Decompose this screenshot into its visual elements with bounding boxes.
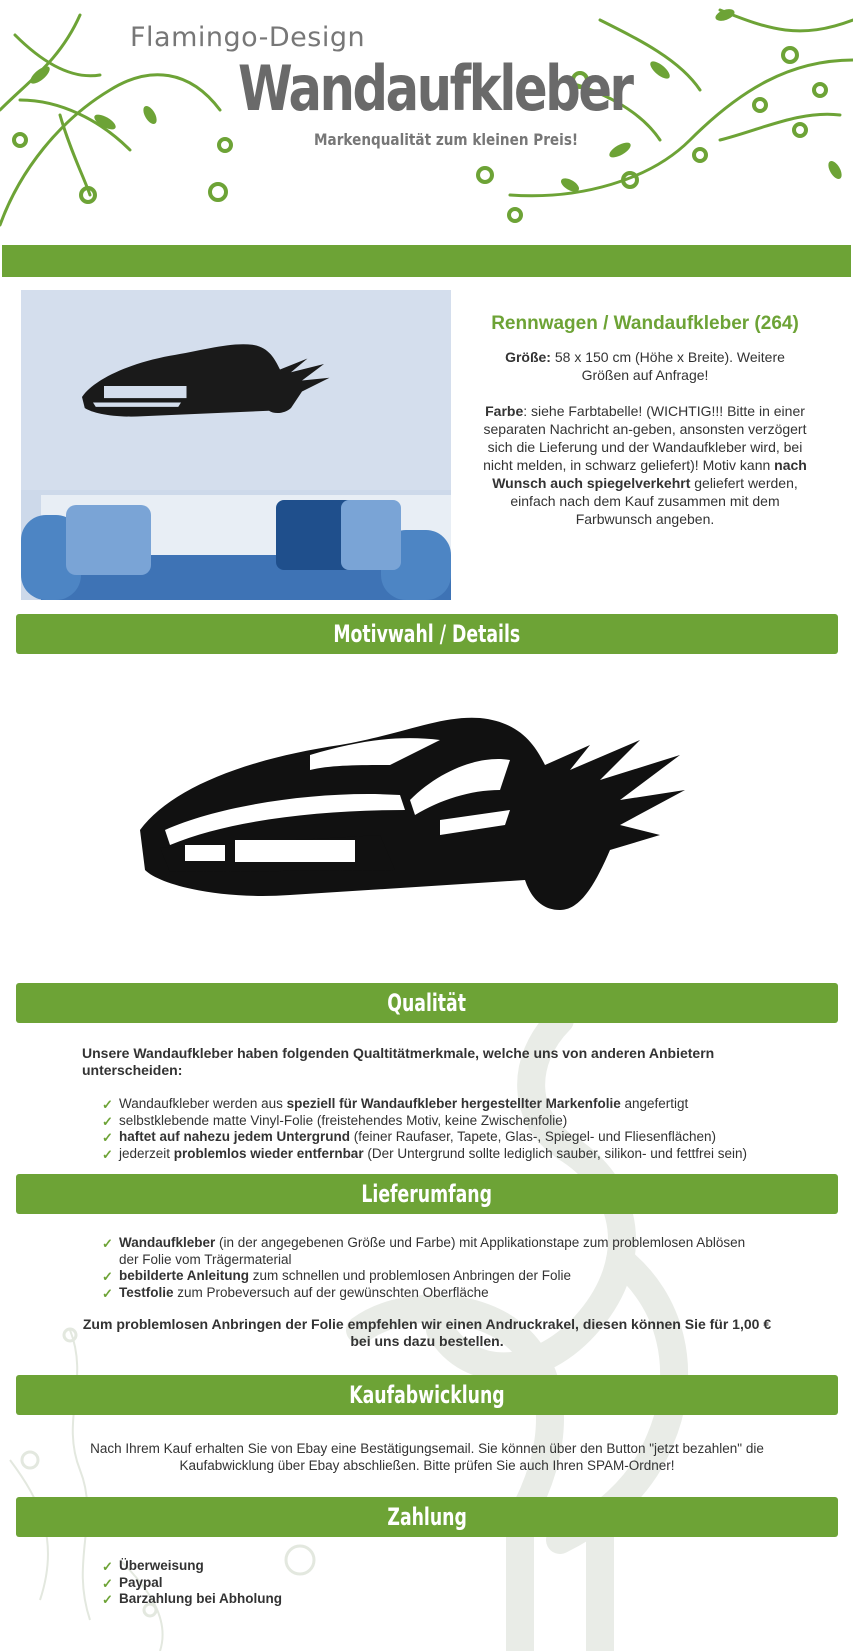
list-item: ✓ Paypal <box>102 1574 163 1591</box>
section-header-motiv: Motivwahl / Details <box>16 614 838 654</box>
checkmark-icon: ✓ <box>102 1130 113 1145</box>
section-header-zahlung: Zahlung <box>16 1497 838 1537</box>
top-divider-bar <box>2 245 851 277</box>
list-item: ✓ jederzeit problemlos wieder entfernbar (Der Untergrund sollte lediglich sauber, silikon- und fettfrei sein) <box>102 1145 748 1162</box>
squeegee-note: Zum problemlosen Anbringen der Folie empfehlen wir einen Andruckrakel, diesen können Sie für 1,00 € bei uns dazu bestellen. <box>82 1316 772 1349</box>
checkmark-icon: ✓ <box>102 1575 113 1591</box>
quality-intro: Unsere Wandaufkleber haben folgenden Qualtitätmerkmale, welche uns von anderen Anbietern unterscheiden: <box>82 1045 715 1078</box>
checkmark-icon: ✓ <box>102 1285 113 1301</box>
checkmark-icon: ✓ <box>102 1097 113 1112</box>
color-text-end: geliefert werden, einfach nach dem Kauf zusammen mit dem Farbwunsch angeben. <box>510 475 798 527</box>
color-label: Farbe <box>485 403 524 419</box>
size-info <box>480 348 810 384</box>
checkmark-icon: ✓ <box>102 1269 113 1284</box>
size-text: 58 x 150 cm (Höhe x Breite). Weitere Größen auf Anfrage! <box>550 349 785 383</box>
checkout-text: Nach Ihrem Kauf erhalten Sie von Ebay eine Bestätigungsemail. Sie können über den Button "jetzt bezahlen" die Kaufabwicklung über Ebay abschließen. Bitte prüfen Sie auch Ihren SPAM-Ordner! <box>90 1441 764 1473</box>
mirror-note: nach Wunsch auch spiegelverkehrt <box>492 457 807 491</box>
section-header-qualitaet: Qualität <box>16 983 838 1023</box>
delivery-list <box>102 1235 752 1301</box>
list-item: ✓ selbstklebende matte Vinyl-Folie (freistehendes Motiv, keine Zwischenfolie) <box>102 1112 568 1129</box>
list-item: ✓ Testfolie zum Probeversuch auf der gewünschten Oberfläche <box>102 1284 489 1301</box>
tagline: Markenqualität zum kleinen Preis! <box>314 130 579 149</box>
product-info <box>480 312 810 546</box>
checkmark-icon: ✓ <box>102 1559 113 1574</box>
list-item: ✓ Barzahlung bei Abholung <box>102 1591 282 1607</box>
page-header <box>0 0 853 235</box>
list-item: ✓ Wandaufkleber (in der angegebenen Größe und Farbe) mit Applikationstape zum problemlosen Ablösen der Folie vom Trägermaterial <box>102 1235 746 1267</box>
color-info <box>480 402 810 528</box>
brand-name: Flamingo-Design <box>130 22 366 53</box>
checkmark-icon: ✓ <box>102 1113 113 1129</box>
section-header-lieferumfang: Lieferumfang <box>16 1174 838 1214</box>
size-label: Größe: <box>505 349 551 365</box>
list-item: ✓ haftet auf nahezu jedem Untergrund (feiner Raufaser, Tapete, Glas-, Spiegel- und Fliesenflächen) <box>102 1129 716 1145</box>
product-photo <box>21 290 451 600</box>
list-item: ✓ bebilderte Anleitung zum schnellen und problemlosen Anbringen der Folie <box>102 1268 571 1284</box>
car-motif-image <box>140 710 715 940</box>
quality-list <box>102 1096 802 1162</box>
checkmark-icon: ✓ <box>102 1236 113 1251</box>
product-title: Rennwagen / Wandaufkleber (264) <box>491 313 799 334</box>
list-item: ✓ Überweisung <box>102 1558 204 1574</box>
page-title: Wandaufkleber <box>238 52 632 125</box>
payment-list <box>102 1558 402 1608</box>
section-header-kaufabwicklung: Kaufabwicklung <box>16 1375 838 1415</box>
color-text: : siehe Farbtabelle! (WICHTIG!!! Bitte in einer separaten Nachricht an-geben, ansonsten verzögert sich die Lieferung und der Wandaufkleber wird, bei nicht melden, in schwarz geliefert)! Motiv kann <box>483 403 807 473</box>
checkmark-icon: ✓ <box>102 1592 113 1607</box>
list-item: ✓ Wandaufkleber werden aus speziell für Wandaufkleber hergestellter Markenfolie angefertigt <box>102 1096 689 1112</box>
checkmark-icon: ✓ <box>102 1146 113 1162</box>
